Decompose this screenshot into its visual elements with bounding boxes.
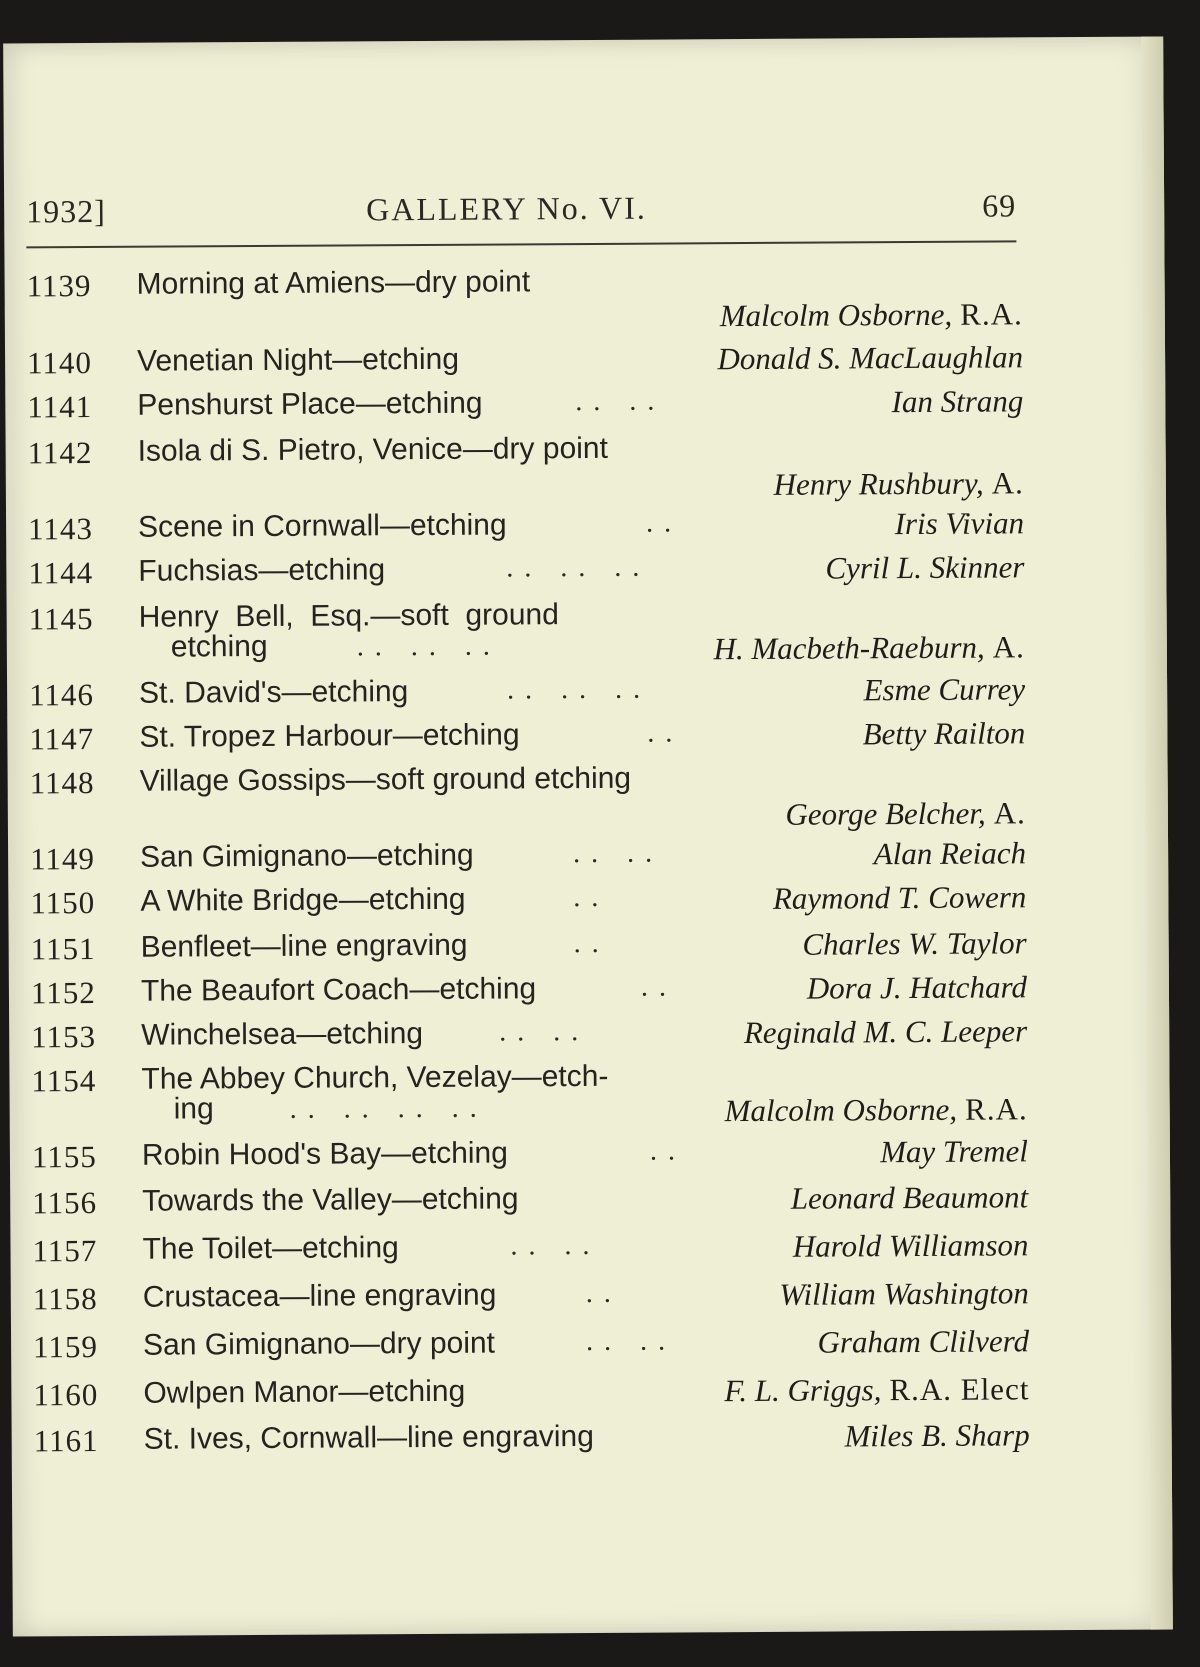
entry-number: 1150 [30,885,96,921]
catalogue-entry [8,879,1048,921]
catalogue-entry [5,383,1045,425]
dot-leaders: . . [640,971,669,1003]
catalogue-entry [7,715,1047,757]
entry-number: 1159 [33,1329,99,1365]
artist-name: May Tremel [880,1133,1029,1170]
catalogue-entry [11,1323,1051,1365]
artist-name: F. L. Griggs, [724,1372,882,1409]
catalogue-entry [9,1013,1049,1055]
artist-honour: A. [992,629,1025,665]
entry-artist [713,629,1025,667]
dot-leaders: . . [649,1135,678,1167]
entry-number: 1158 [32,1281,98,1317]
entry-title: The Abbey Church, Vezelay—etch- [141,1059,609,1096]
entry-artist [724,1371,1029,1409]
dot-leaders: . . [573,927,601,960]
entry-number: 1155 [31,1139,97,1175]
entry-artist [720,296,1023,334]
entry-number: 1145 [28,601,94,637]
dot-leaders: . . . . [573,837,655,870]
artist-honour: A. [991,465,1024,501]
entry-artist [725,1091,1028,1129]
entry-title: Fuchsias—etching [138,553,386,588]
artist-name: Dora J. Hatchard [806,969,1028,1006]
artist-honour: R.A. [964,1091,1028,1127]
entry-number: 1157 [32,1233,98,1269]
artist-name: Harold Williamson [792,1227,1029,1264]
artist-name: Alan Reiach [873,835,1027,872]
entry-title: St. David's—etching [139,675,409,710]
entry-title: Towards the Valley—etching [142,1182,519,1218]
artist-name: Donald S. MacLaughlan [717,339,1024,377]
dot-leaders: . . . . . . [507,673,643,706]
book-page [3,36,1173,1636]
artist-honour: R.A. [960,296,1023,332]
dot-leaders: . . . . [585,1325,668,1358]
artist-name: Leonard Beaumont [790,1179,1029,1216]
entry-title: Venetian Night—etching [136,342,460,378]
catalogue-entry [8,835,1048,877]
artist-name: Ian Strang [891,383,1024,420]
entry-number: 1151 [30,931,96,967]
artist-name: H. Macbeth-Raeburn, [713,629,985,667]
entry-title: The Toilet—etching [142,1231,399,1266]
entry-number: 1142 [27,435,93,471]
catalogue-entry [12,1417,1052,1459]
artist-name: Betty Railton [862,715,1026,752]
catalogue-entry [7,595,1047,667]
artist-name: Iris Vivian [894,505,1025,542]
catalogue-entry [9,969,1049,1011]
page-number: 69 [982,187,1017,224]
entry-number: 1152 [30,975,96,1011]
artist-name: Esme Currey [863,671,1026,708]
entry-number: 1160 [33,1377,99,1413]
dot-leaders: . . [645,507,674,539]
entry-title: Morning at Amiens—dry point [136,265,531,301]
artist-name: Henry Rushbury, [773,465,984,502]
artist-name: Reginald M. C. Leeper [743,1013,1028,1051]
header-title: GALLERY No. VI. [366,189,647,228]
entry-number: 1146 [29,677,95,713]
entry-title: St. Tropez Harbour—etching [139,718,520,754]
catalogue-entry [9,925,1049,967]
entry-title: Winchelsea—etching [141,1017,424,1052]
entry-title: Isola di S. Pietro, Venice—dry point [137,431,608,468]
entry-number: 1153 [31,1019,97,1055]
entry-number: 1156 [32,1185,98,1221]
entry-title-continued: ing [173,1092,214,1126]
catalogue-entry [9,1057,1049,1129]
dot-leaders: . . . . [575,385,657,418]
catalogue-entry [6,505,1046,547]
artist-name: Charles W. Taylor [802,925,1027,962]
dot-leaders: . . [585,1277,613,1310]
entry-number: 1139 [26,268,92,304]
dot-leaders: . . . . [499,1016,581,1048]
catalogue-entry [5,262,1045,348]
artist-name: Raymond T. Cowern [772,879,1027,916]
entry-title: St. Ives, Cornwall—line engraving [143,1419,594,1456]
catalogue-entry [7,671,1047,713]
catalogue-entry [10,1179,1050,1221]
artist-name: Cyril L. Skinner [825,549,1025,586]
dot-leaders: . . . . . . [506,551,642,584]
entry-number: 1148 [29,765,95,801]
entry-title: San Gimignano—dry point [142,1326,496,1362]
dot-leaders: . . [647,717,675,749]
catalogue-list [3,36,1173,1636]
artist-honour: A. [993,795,1026,831]
entry-title: Robin Hood's Bay—etching [141,1136,508,1172]
artist-honour: R.A. Elect [889,1371,1030,1408]
entry-title: Penshurst Place—etching [137,386,483,422]
entry-number: 1140 [26,345,93,381]
entry-number: 1143 [28,511,94,547]
dot-leaders: . . [573,881,601,914]
dot-leaders: . . . . . . [356,630,492,663]
catalogue-entry [11,1371,1051,1413]
entry-number: 1144 [28,555,94,591]
catalogue-entry [6,549,1046,591]
catalogue-entry [6,429,1046,502]
entry-number: 1141 [27,389,93,425]
entry-title: A White Bridge—etching [140,882,466,918]
entry-number: 1147 [29,721,95,757]
catalogue-entry [10,1227,1050,1269]
entry-artist [774,465,1024,503]
catalogue-entry [8,759,1048,832]
artist-name: Malcolm Osborne, [724,1091,958,1129]
dot-leaders: . . . . [510,1229,592,1262]
entry-title: Scene in Cornwall—etching [138,508,507,544]
entry-artist [785,795,1026,832]
artist-name: Malcolm Osborne, [719,296,953,334]
entry-number: 1161 [33,1423,99,1459]
artist-name: Graham Clilverd [817,1323,1030,1360]
artist-name: Miles B. Sharp [844,1417,1030,1454]
artist-name: William Washington [779,1275,1029,1312]
catalogue-entry [11,1275,1051,1317]
dot-leaders: . . . . . . . . [289,1092,479,1125]
entry-title: Village Gossips—soft ground etching [139,761,632,798]
entry-number: 1149 [30,841,96,877]
entry-title: Owlpen Manor—etching [143,1374,466,1410]
entry-title-continued: etching [170,629,268,664]
artist-name: George Belcher, [785,795,986,832]
catalogue-entry [10,1133,1050,1175]
entry-title: The Beaufort Coach—etching [140,972,537,1008]
entry-title: Crustacea—line engraving [142,1278,497,1314]
header-year: 1932] [26,192,106,230]
entry-title: San Gimignano—etching [140,838,474,874]
entry-title: Benfleet—line engraving [140,928,468,964]
entry-title: Henry Bell, Esq.—soft ground [138,598,559,634]
entry-number: 1154 [31,1063,97,1099]
